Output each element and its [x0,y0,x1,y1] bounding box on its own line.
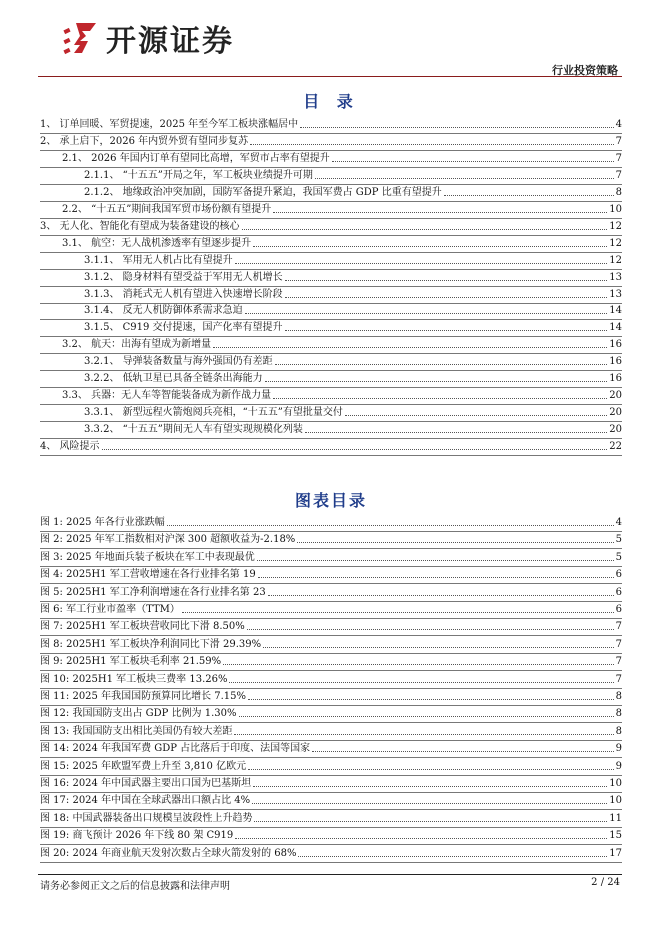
figures-entry-label: 图 16: 2024 年中国武器主要出口国为巴基斯坦 [40,778,252,789]
toc-entry[interactable] [62,236,622,250]
logo-mark-icon [62,19,100,57]
dot-leader [345,415,607,416]
toc-entry-page: 16 [609,373,622,385]
figures-entry-label: 图 4: 2025H1 军工营收增速在各行业排名第 19 [40,569,256,581]
figures-entry[interactable] [40,846,622,860]
figures-entry-label: 图 9: 2025H1 军工板块毛利率 21.59% [40,656,222,668]
header-rule [38,76,622,77]
toc-entry[interactable] [84,270,622,284]
figures-entry[interactable] [40,515,622,529]
toc-entry[interactable] [62,388,622,402]
toc-entry[interactable] [62,151,622,165]
toc-entry-label: 2.2、 “十五五”期间我国军贸市场份额有望提升 [62,203,272,215]
dot-leader [252,803,607,804]
toc-entry-label: 3.2.1、 导弹装备数量与海外强国仍有差距 [84,356,273,368]
figures-entry[interactable] [40,550,622,564]
dot-leader [285,297,608,298]
dot-leader [300,127,613,128]
figures-entry[interactable] [40,759,622,773]
toc-entry-label: 3.3.1、 新型远程火箭炮阅兵亮相，“十五五”有望批量交付 [84,407,343,419]
toc-entry[interactable] [84,422,622,436]
toc-entry[interactable] [84,320,622,334]
figures-entry-label: 图 3: 2025 年地面兵装子板块在军工中表现最优 [40,551,255,563]
figures-entry-label: 图 1: 2025 年各行业涨跌幅 [40,517,165,528]
toc-entry-label: 3.1.2、 隐身材料有望受益于军用无人机增长 [84,271,283,283]
figures-entry-page: 6 [615,569,622,581]
toc-entry-page: 7 [615,135,622,147]
toc-entry-label: 2.1.2、 地缘政治冲突加剧，国防军备提升紧迫，我国军费占 GDP 比重有望提升 [84,186,442,198]
figures-entry[interactable] [40,724,622,738]
page-number: 2 / 24 [591,877,620,888]
figures-entry[interactable] [40,741,622,755]
figures-entry-label: 图 17: 2024 年中国在全球武器出口额占比 4% [40,795,251,807]
toc-entry-page: 7 [615,169,622,181]
figures-entry-page: 8 [615,725,622,737]
figures-entry-label: 图 8: 2025H1 军工板块净利润同比下滑 29.39% [40,638,262,650]
footer-disclaimer: 请务必参阅正文之后的信息披露和法律声明 [40,881,230,892]
toc-entry-label: 3.1.5、 C919 交付提速，国产化率有望提升 [84,322,283,334]
dot-leader [213,347,607,348]
toc-entry[interactable] [62,202,622,216]
figures-entry[interactable] [40,585,622,599]
figures-entry-label: 图 11: 2025 年我国国防预算同比增长 7.15% [40,691,247,702]
toc-entry[interactable] [84,287,622,301]
toc-entry-label: 2、 承上启下，2026 年内贸外贸有望同步复苏 [40,135,249,147]
figures-entry-page: 11 [609,812,622,824]
figures-entry[interactable] [40,811,622,825]
figures-entry-page: 7 [615,621,622,633]
company-logo [62,18,234,58]
figures-entry[interactable] [40,532,622,546]
toc-entry[interactable] [62,337,622,351]
toc-entry-label: 1、 订单回暖、军贸提速，2025 年至今军工板块涨幅居中 [40,119,299,130]
figures-entry-label: 图 15: 2025 年欧盟军费上升至 3,810 亿欧元 [40,760,247,772]
dot-leader [258,577,614,578]
dot-leader [273,212,607,213]
figures-entry-label: 图 2: 2025 年军工指数相对沪深 300 超额收益为-2.18% [40,534,296,546]
dot-leader [305,432,607,433]
figures-entry-page: 15 [609,830,622,842]
company-name: 开源证券 [106,24,234,59]
dot-leader [254,821,607,822]
dot-leader [234,734,613,735]
dot-leader [332,161,614,162]
toc-entry[interactable] [40,219,622,233]
toc-entry[interactable] [84,405,622,419]
toc-entry-label: 2.1.1、 “十五五”开局之年，军工板块业绩提升可期 [84,169,313,181]
figures-entry-label: 图 20: 2024 年商业航天发射次数占全球火箭发射的 68% [40,847,297,859]
toc-entry-page: 20 [609,390,622,402]
dot-leader [250,144,613,145]
dot-leader [265,381,608,382]
dot-leader [257,560,614,561]
figures-entry[interactable] [40,776,622,790]
figure-list-title: 图表目录 [294,491,367,510]
toc-entry[interactable] [40,117,622,131]
dot-leader [315,178,614,179]
toc-entry-label: 3.3.2、 “十五五”期间无人车有望实现规模化列装 [84,424,303,436]
toc-entry-page: 10 [609,203,622,215]
toc-entry-label: 3.1、 航空：无人战机渗透率有望逐步提升 [62,237,252,249]
dot-leader [268,595,614,596]
figures-entry[interactable] [40,793,622,807]
toc-entry[interactable] [84,303,622,317]
dot-leader [247,629,614,630]
figures-entry-page: 7 [615,656,622,668]
toc-entry-label: 3、 无人化、智能化有望成为装备建设的核心 [40,220,240,232]
toc-entry[interactable] [84,168,622,182]
figures-entry-label: 图 5: 2025H1 军工净利润增速在各行业排名第 23 [40,586,266,598]
toc-entry-label: 4、 风险提示 [40,441,100,453]
figures-entry[interactable] [40,689,622,703]
figures-entry-page: 10 [609,778,622,789]
figures-entry-page: 7 [615,673,622,685]
figures-entry-page: 6 [615,604,622,615]
figures-entry[interactable] [40,619,622,633]
toc-entry-page: 12 [609,254,622,266]
dot-leader [297,542,613,543]
toc-entry-page: 8 [615,186,622,198]
toc-entry-label: 3.1.3、 消耗式无人机有望进入快速增长阶段 [84,288,283,300]
dot-leader [182,612,614,613]
figures-entry-page: 9 [615,743,622,755]
dot-leader [444,195,614,196]
toc-entry[interactable] [84,185,622,199]
dot-leader [242,229,608,230]
figures-entry-page: 9 [615,760,622,772]
figures-entry-label: 图 10: 2025H1 军工板块三费率 13.26% [40,673,228,685]
dot-leader [275,364,608,365]
dot-leader [235,263,608,264]
figures-entry[interactable] [40,828,622,842]
dot-leader [102,449,608,450]
toc-entry-label: 2.1、 2026 年国内订单有望同比高增，军贸市占率有望提升 [62,152,330,164]
row-divider [40,455,622,456]
dot-leader [285,330,608,331]
toc-entry-label: 3.1.4、 反无人机防御体系需求急迫 [84,305,243,317]
toc-entry-page: 14 [609,305,622,317]
dot-leader [312,751,613,752]
toc-title: 目 录 [303,92,359,111]
toc-entry[interactable] [40,439,622,453]
dot-leader [263,647,614,648]
figures-entry-page: 4 [615,517,622,528]
dot-leader [229,682,613,683]
toc-entry-label: 3.2.2、 低轨卫星已具备全链条出海能力 [84,373,263,385]
footer-rule [38,874,622,875]
dot-leader [248,699,614,700]
figures-entry-label: 图 18: 中国武器装备出口规模呈波段性上升趋势 [40,812,253,824]
toc-entry-page: 13 [609,271,622,283]
toc-entry-page: 12 [609,237,622,249]
toc-entry[interactable] [84,253,622,267]
figures-entry[interactable] [40,706,622,720]
dot-leader [273,398,607,399]
report-type: 行业投资策略 [552,64,618,77]
toc-entry-label: 3.2、 航天：出海有望成为新增量 [62,339,212,351]
toc-entry-page: 20 [609,407,622,419]
dot-leader [245,313,608,314]
figures-entry[interactable] [40,672,622,686]
figures-entry-page: 6 [615,586,622,598]
toc-entry-page: 7 [615,152,622,164]
figures-entry-page: 10 [609,795,622,807]
toc-entry[interactable] [84,371,622,385]
dot-leader [285,280,608,281]
row-divider [40,862,622,863]
toc-entry[interactable] [84,354,622,368]
figures-entry[interactable] [40,637,622,651]
dot-leader [223,664,614,665]
toc-entry-label: 3.3、 兵器：无人车等智能装备成为新作战力量 [62,390,272,402]
figures-entry-label: 图 13: 我国国防支出相比美国仍有较大差距 [40,725,233,737]
figures-entry-page: 8 [615,691,622,702]
figures-entry-page: 5 [615,551,622,563]
toc-entry-page: 20 [609,424,622,436]
dot-leader [248,769,614,770]
toc-entry-page: 12 [609,220,622,232]
toc-entry-page: 22 [609,441,622,453]
dot-leader [298,856,607,857]
toc-entry-label: 3.1.1、 军用无人机占比有望提升 [84,254,233,266]
figures-entry-page: 17 [609,847,622,859]
figures-entry-page: 7 [615,638,622,650]
dot-leader [253,246,607,247]
figures-entry-label: 图 12: 我国国防支出占 GDP 比例为 1.30% [40,708,237,720]
figures-entry[interactable] [40,567,622,581]
figures-entry-page: 5 [615,534,622,546]
figures-entry-label: 图 19: 商飞预计 2026 年下线 80 架 C919 [40,830,234,842]
dot-leader [253,786,607,787]
figures-entry-label: 图 7: 2025H1 军工板块营收同比下滑 8.50% [40,621,245,633]
dot-leader [167,525,614,526]
dot-leader [235,838,607,839]
figures-entry-label: 图 6: 军工行业市盈率（TTM） [40,604,180,615]
toc-entry-page: 16 [609,339,622,351]
toc-entry-page: 13 [609,288,622,300]
toc-entry-page: 14 [609,322,622,334]
figures-entry-label: 图 14: 2024 年我国军费 GDP 占比落后于印度、法国等国家 [40,743,311,755]
toc-entry-page: 4 [615,119,622,130]
figures-entry-page: 8 [615,708,622,720]
figures-entry[interactable] [40,654,622,668]
figures-entry[interactable] [40,602,622,616]
toc-entry[interactable] [40,134,622,148]
dot-leader [239,716,614,717]
toc-entry-page: 16 [609,356,622,368]
